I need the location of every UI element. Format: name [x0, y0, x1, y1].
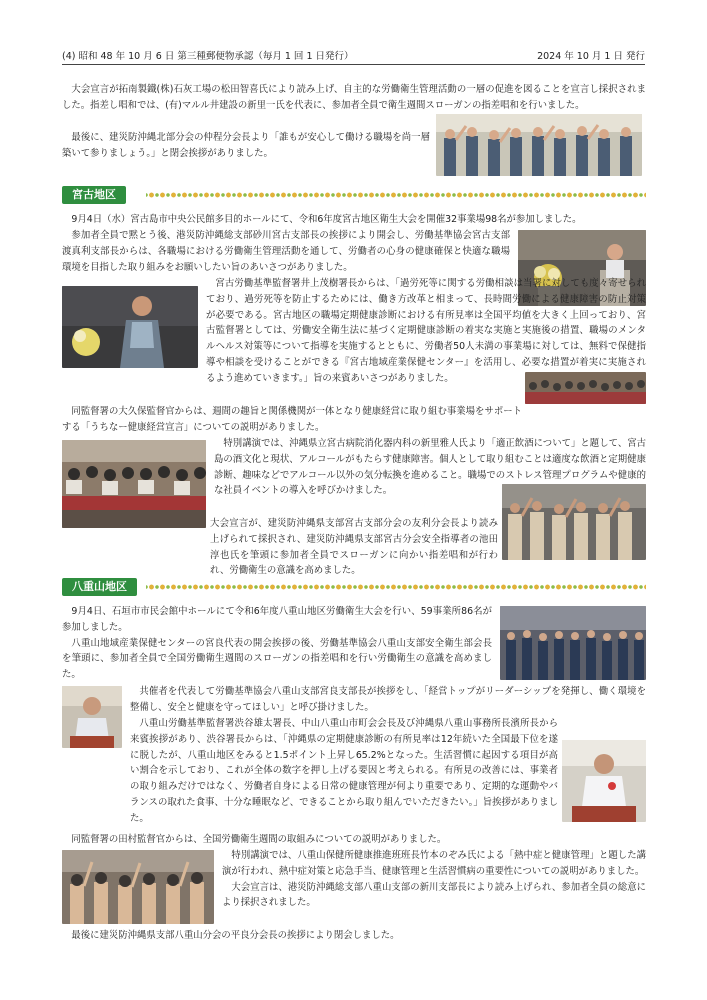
- yaeyama-guest-text: [130, 716, 558, 827]
- yaeyama-lecture-text: [222, 848, 646, 911]
- yaeyama-closing-text: [62, 928, 646, 944]
- decorative-flower-border: [146, 581, 646, 593]
- miyako-paragraph-1: 9月4日（水）宮古島市中央公民館多目的ホールにて、令和6年度宮古地区衛生大会を開催32事業場98名が参加しました。: [71, 214, 582, 225]
- photo-yaeyama-hall-chant: [500, 606, 646, 680]
- miyako-paragraph-2: 参加者全員で黙とう後、港災防沖縄総支部砂川宮古支部長の挨拶により開会し、労働基準協会宮古支部渡真利支部長からは、各職場における労働衛生管理活動を通して、労働者の心身の健康確保と快適な職場環境を目指した取り組みをお願いしたい旨のあいさつがありました。: [62, 230, 510, 273]
- photo-yaeyama-branch-head-greeting: [62, 686, 122, 748]
- photo-yaeyama-director-speech: [562, 740, 646, 822]
- photo-north-slogan-chant: [436, 114, 642, 176]
- section-header-miyako: [62, 186, 646, 204]
- miyako-inspector-text: [62, 404, 646, 436]
- decorative-flower-border: [146, 189, 646, 201]
- top-paragraph-2: 最後に、建災防沖縄北部分会の仲程分会長より「誰もが安心して働ける職場を尚一層築いて参りましょう。」と閉会挨拶がありました。: [62, 132, 430, 159]
- miyako-paragraph-3: 宮古労働基準監督署井上茂樹署長からは、「過労死等に関する労働相談は当署に対しても度々寄せられており、過労死等を防止するためには、働き方改革と相まって、長時間労働による健康障害の防止対策が必要である。宮古地区の職場定期健康診断における有所見率は全国平均値を大きく上回っており、宮古監督署としては、労働安全衛生法に基づく定期健康診断の着実な実施と実施後の措置、職場のメンタルヘルス対策等について指導を実施するとともに、労働者50人未満の事業場に対しては、無料で保健指導や相談を受けることができる『宮古地域産業保健センター』を活用し、必要な措置が着実に実施されるよう進めていきます。」旨の来賓あいさつがありました。: [206, 278, 646, 384]
- top-paragraph-1: 大会宣言が拓南製鐵(株)石灰工場の松田智喜氏により読み上げ、自主的な労働衛生管理活動の一層の促進を図ることを宣言し採択されました。指差し唱和では、(有)マルル井建設の新里一氏を代表に、参加者全員で衛生週間スローガンの指差唱和を行いました。: [62, 84, 646, 111]
- photo-yaeyama-slogan-chant: [62, 850, 214, 924]
- yaeyama-paragraph-6: 特別講演では、八重山保健所健康推進班班長竹本のぞみ氏による「熱中症と健康管理」と題した講演が行われ、熱中症対策と応急手当、健康管理と生活習慣病の重要性についての説明がありました。: [222, 850, 646, 877]
- section-header-yaeyama: [62, 578, 646, 596]
- yaeyama-host-text: [130, 684, 646, 716]
- yaeyama-paragraph-7: 大会宣言は、港災防沖縄総支部八重山支部の新川支部長により読み上げられ、参加者全員の総意により採択されました。: [222, 881, 646, 909]
- miyako-closing-text: [62, 516, 498, 579]
- header-publication-info: (4) 昭和 48 年 10 月 6 日 第三種郵便物承認（毎月 1 回 1 日発行）: [62, 51, 354, 62]
- yaeyama-paragraph-3: 共催者を代表して労働基準協会八重山支部宮良支部長が挨拶をし、「経営トップがリーダーシップを発揮し、働く環境を整備し、安全と健康を守ってほしい」と呼び掛けました。: [130, 686, 646, 713]
- section-title-miyako: 宮古地区: [62, 186, 126, 204]
- yaeyama-paragraph-4: 八重山労働基準監督署渋谷雄太署長、中山八重山市町会会長及び沖縄県八重山事務所長濱所長から来賓挨拶があり、渋谷署長からは、「沖縄県の定期健康診断の有所見率は12年続いた全国最下位を遂に脱したが、八重山地区をみると1.5ポイント上昇し65.2%となった。生活習慣に起因する項目が高い割合を示しており、これが全体の数字を押し上げる要因と考えられる。有所見の改善には、事業者の取り組みだけではなく、労働者自身による日常の健康管理が何より重要であり、定期的な運動やバランスの取れた食事、十分な睡眠など、できることから取り組んでいただきたい。」旨挨拶がありました。: [130, 718, 558, 824]
- top-closing-text: [62, 130, 430, 162]
- top-continuation-text: [62, 82, 646, 114]
- miyako-paragraph-4: 同監督署の大久保監督官からは、週間の趣旨と関係機関が一体となり健康経営に取り組む事業場をサポートする「うちなー健康経営宣言」についての説明がありました。: [62, 406, 522, 433]
- yaeyama-paragraph-8: 最後に建災防沖縄県支部八重山分会の平良分会長の挨拶により閉会しました。: [71, 930, 400, 941]
- miyako-paragraph-5: 特別講演では、沖縄県立宮古病院消化器内科の新里雅人氏より「適正飲酒について」と題して、宮古島の酒文化と現状、アルコールがもたらす健康障害。個人として取り組むことは適度な飲酒と定期健康診断、趣味などでアルコール以外の気分転換を進めること。職場でのストレス管理プログラムや健康的な社員イベントの導入を呼びかけました。: [214, 438, 646, 497]
- page-header: [62, 48, 645, 65]
- yaeyama-paragraph-2: 八重山地域産業保健センターの宮良代表の開会挨拶の後、労働基準協会八重山支部安全衛生部会長を筆頭に、参加者全員で全国労働衛生週間のスローガンの指差唱和を行い労働衛生の意識を高めました。: [62, 637, 492, 681]
- photo-miyako-slogan-chant: [502, 484, 646, 560]
- yaeyama-inspector-text: [62, 832, 646, 848]
- photo-miyako-director-speech: [62, 286, 198, 368]
- miyako-intro-text: [62, 212, 646, 228]
- photo-miyako-audience-wide: [525, 372, 646, 404]
- section-title-yaeyama: 八重山地区: [62, 578, 137, 596]
- miyako-director-text: [206, 276, 646, 387]
- yaeyama-intro-text: [62, 604, 492, 683]
- header-issue-date: 2024 年 10 月 1 日 発行: [537, 51, 645, 62]
- photo-miyako-audience-seated: [62, 440, 206, 528]
- miyako-opening-text: [62, 228, 510, 275]
- miyako-paragraph-6: 大会宣言が、建災防沖縄県支部宮古支部分会の友利分会長より読み上げられて採択され、建災防沖縄県支部宮古分会安全指導者の池田淳也氏を筆頭に参加者全員でスローガンに向かい指差唱和が行われ、労働衛生の意識を高めました。: [210, 518, 498, 577]
- yaeyama-paragraph-5: 同監督署の田村監督官からは、全国労働衛生週間の取組みについての説明がありました。: [71, 834, 447, 845]
- yaeyama-paragraph-1: 9月4日、石垣市市民会館中ホールにて令和6年度八重山地区労働衛生大会を行い、59事業所86名が参加しました。: [62, 606, 492, 633]
